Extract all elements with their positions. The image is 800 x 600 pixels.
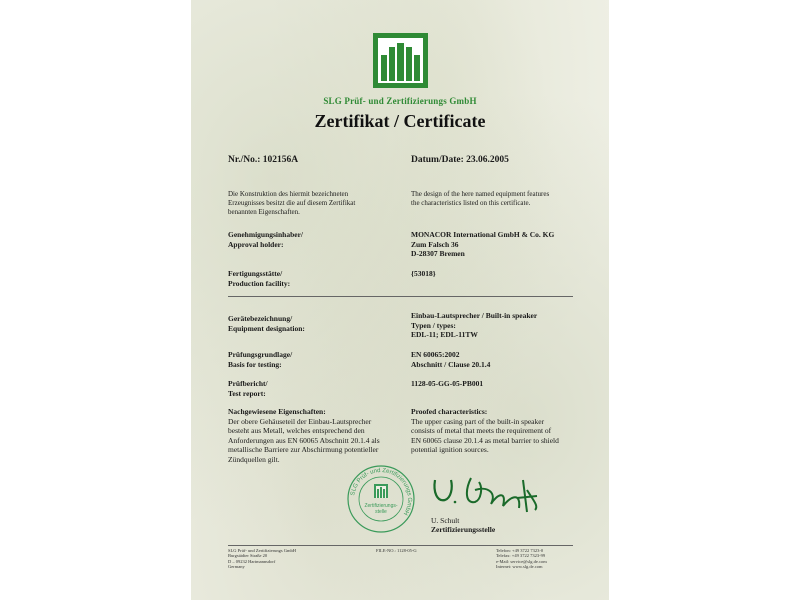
certificate-date: Datum/Date: 23.06.2005	[411, 155, 509, 165]
test-report-label: Prüfbericht/ Test report:	[228, 379, 268, 398]
seal-inner-line1: Zertifizierungs-	[364, 503, 398, 509]
certificate-title: Zertifikat / Certificate	[314, 111, 486, 131]
company-name: SLG Prüf- und Zertifizierungs GmbH	[323, 96, 477, 106]
certificate-page	[191, 0, 609, 600]
characteristics-german: Nachgewiesene Eigenschaften: Der obere Gehäuseteil der Einbau-Lautsprecher besteht aus Metall, welches entsprechend den Anforderungen aus EN 60065 Abschnitt 20.1.4 als metallische Barriere zur Abschirmung potentieller Zündquellen gilt.	[228, 407, 380, 464]
test-report-value: 1128-05-GG-05-PB001	[411, 379, 484, 388]
intro-german: Die Konstruktion des hiermit bezeichneten Erzeugnisses besitzt die auf diesem Zertifikat benannten Eigenschaften.	[228, 190, 356, 216]
certification-seal	[346, 464, 416, 534]
approval-holder-value: MONACOR International GmbH & Co. KG Zum Falsch 36 D-28307 Bremen	[411, 230, 555, 258]
characteristics-german-heading: Nachgewiesene Eigenschaften:	[228, 407, 326, 416]
basis-for-testing-label: Prüfungsgrundlage/ Basis for testing:	[228, 350, 293, 369]
footer-contact: Telefon: +49 3722 7323-0 Telefax: +49 3722 7323-99 e-Mail: service@slg.de.com Internet: www.slg.de.com	[496, 548, 547, 570]
intro-english: The design of the here named equipment features the characteristics listed on this certificate.	[411, 190, 550, 207]
equipment-designation-label: Gerätebezeichnung/ Equipment designation:	[228, 314, 305, 333]
seal-inner-line2: stelle	[375, 509, 387, 515]
certificate-number: Nr./No.: 102156A	[228, 155, 299, 165]
signatory-role: Zertifizierungsstelle	[431, 525, 496, 534]
footer-divider	[228, 545, 573, 546]
equipment-designation-value: Einbau-Lautsprecher / Built-in speaker Typen / types: EDL-11; EDL-11TW	[411, 311, 538, 339]
production-facility-value: {53018}	[411, 269, 436, 278]
slg-logo	[373, 33, 428, 88]
svg-text:SLG Prüf- und Zertifizierungs: SLG Prüf- und Zertifizierungs GmbH	[350, 467, 413, 516]
approval-holder-label: Genehmigungsinhaber/ Approval holder:	[228, 230, 304, 249]
footer-address: SLG Prüf- und Zertifizierungs GmbH Burgstädter Straße 20 D – 09232 Hartmannsdorf Germany	[228, 548, 296, 570]
signatory-name: U. Schult	[431, 516, 460, 525]
production-facility-label: Fertigungsstätte/ Production facility:	[228, 269, 291, 288]
basis-for-testing-value: EN 60065:2002 Abschnitt / Clause 20.1.4	[411, 350, 491, 369]
divider	[228, 296, 573, 297]
characteristics-english: Proofed characteristics: The upper casing part of the built-in speaker consists of metal that meets the requirement of EN 60065 clause 20.1.4 as metal barrier to shield potential ignition sources.	[411, 407, 559, 454]
signature	[431, 470, 551, 515]
characteristics-english-heading: Proofed characteristics:	[411, 407, 488, 416]
footer-file-number: FILE-NO.: 1128-05-G	[376, 548, 417, 553]
